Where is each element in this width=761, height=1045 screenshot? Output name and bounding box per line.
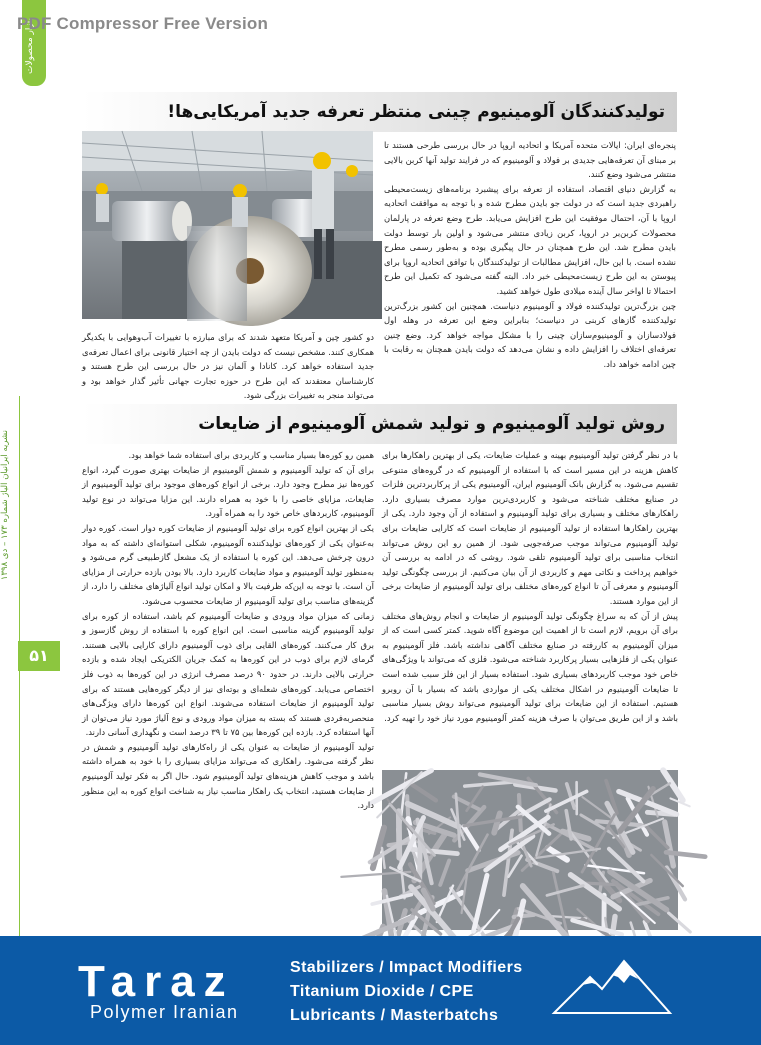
page-number: ۵۱ xyxy=(18,641,60,671)
article2-column-left xyxy=(82,448,374,930)
scrap-photo-graphic xyxy=(382,770,678,930)
section-tab-label: بازار محصولات xyxy=(25,18,35,74)
article2-paragraph: تولید آلومینیوم از ضایعات به عنوان یکی از راه‌کارهای تولید آلومینیوم و شمش در نظر گرفته می‌شود. راهکاری که می‌تواند مزایای بسیاری را با خود به همراه داشته باشد و موجب کاهش هزینه‌های تولید آلومینیوم شود. حال اگر به فکر تولید آلومینیوم از ضایعات هستید، انتخاب یک راهکار مناسب نیاز به شناخت انواع کوره به این منظور دارد. xyxy=(82,741,374,811)
article1-paragraph: پنجره‌ای ایران: ایالات متحده آمریکا و اتحادیه اروپا در حال بررسی طرحی هستند تا بر مبنای آن تعرفه‌هایی جدیدی بر فولاد و آلومینیوم که در فرایند تولید آنها کربن بالایی منتشر می‌شود وضع کنند. xyxy=(384,140,676,180)
ad-product-line: Titanium Dioxide / CPE xyxy=(290,983,474,1000)
section-tab xyxy=(22,0,46,86)
mountain-logo-icon xyxy=(552,955,672,1015)
article2-paragraph: با در نظر گرفتن تولید آلومینیوم بهینه و عملیات ضایعات، یکی از بهترین راهکارها برای کاهش هزینه در این مسیر است که با استفاده از آلومینیوم که در گروه‌های متنوعی تقسیم می‌شود. به گزارش بانک آلومینیوم ایران، آلومینیوم یکی از پرکاربردترین فلزات در صنایع مختلف شناخته می‌شود و کاربردی‌ترین موارد مصرف بسیاری دارد. راهکارهای مختلف و بسیاری برای تولید آلومینیوم و استفاده از آن وجود دارد. یکی از بهترین راهکارها استفاده از تولید آلومینیوم از ضایعات است که کارایی ضایعات برای تولید آلومینیوم می‌تواند موجب صرفه‌جویی شود. از همین رو این روش می‌تواند انتخاب مناسبی برای تولید آلومینیوم تلقی شود. روشی که در ادامه به بررسی آن خواهیم پرداخت و نکاتی مهم و کاربردی از آن بیان می‌کنیم. از بررسی چگونگی تولید آلومینیوم و معرفی آن تا انواع کوره‌های مختلف برای تولید آلومینیوم از ضایعات برخی از این موارد هستند. xyxy=(382,450,678,606)
ad-product-line: Lubricants / Masterbatchs xyxy=(290,1007,499,1024)
scrap-photo xyxy=(382,770,678,930)
factory-photo-graphic xyxy=(82,131,373,319)
article1-column-right xyxy=(384,138,676,369)
article1-column-left xyxy=(82,330,374,401)
article1-paragraph: چین بزرگ‌ترین تولیدکننده فولاد و آلومینیوم دنیاست. همچنین این کشور بزرگ‌ترین تولیدکننده گازهای کربنی در دنیاست؛ بنابراین وضع این تعرفه در وهله اول فولادسازان و آلومینیوم‌سازان چینی را با مشکل مواجه خواهد کرد. وضع چنین تعرفه‌ای اختلاف را افزایش داده و نشان می‌دهد که دولت بایدن همچنان به رقابت با چین ادامه خواهد داد. xyxy=(384,300,676,369)
article2-paragraph: یکی از بهترین انواع کوره برای تولید آلومینیوم از ضایعات کوره دوار است. کوره دوار به‌عنوان یکی از کوره‌های تولیدکننده آلومینیوم، شکلی استوانه‌ای داشته که به مواد درون چرخش می‌دهد. این کوره با استفاده از یک مشعل گازطبیعی گرم می‌شود و به‌منظور تولید آلومینیوم و مواد ضایعات کاربرد دارد. بالا بودن بازده حرارتی از مزایای آن است. با توجه به این‌که ظرفیت بالا و امکان تولید انواع آلیاژهای مختلف را دارد، از گزینه‌های مناسب برای تولید آلومینیوم از ضایعات محسوب می‌شود. xyxy=(82,522,374,606)
article2-paragraph: برای آن که تولید آلومینیوم و شمش آلومینیوم از ضایعات بهتری صورت گیرد، انواع کوره‌ها نیز مطرح وجود دارد. برخی از انواع کوره‌های موجود برای تولید آلومینیوم از ضایعات، مزایای خاصی را با خود به همراه دارند. این مزایا می‌تواند در نوع تولید آلومینیوم، کاربردهای خاص خود را به همراه آورد. xyxy=(82,464,374,519)
article2-column-right xyxy=(382,448,678,766)
ad-brand-subtitle: Polymer Iranian xyxy=(90,1002,239,1022)
article1-paragraph: دو کشور چین و آمریکا متعهد شدند که برای مبارزه با تغییرات آب‌وهوایی با یکدیگر همکاری کنند. مشخص نیست که دولت بایدن از چه اختیار قانونی برای اعمال تعرفه‌ی جدید استفاده خواهد کرد. کانادا و آلمان نیز در حال بررسی این طرح هستند و کارشناسان معتقدند که این طرح در حوزه تجارت جهانی تأثیر گذار خواهد بود و می‌تواند منجر به تغییرات بزرگی شود. xyxy=(82,332,374,401)
side-caption-text: نشریه ایرانیان آلیاژ شماره ۱۷۳ – دی ۱۳۹۸ xyxy=(0,430,10,581)
article2-headline xyxy=(82,404,677,444)
article1-paragraph: به گزارش دنیای اقتصاد، استفاده از تعرفه برای پیشبرد برنامه‌های زیست‌محیطی راهبردی جدید است که در دولت جو بایدن مطرح شده و با توجه به موافقت اتحادیه اروپا با آن، احتمال موفقیت این طرح افزایش می‌یابد. طرح وضع تعرفه در پارلمان محصولات کربن‌بر در اروپا، کربن زیادی منتشر می‌شود و اولین بار توسط دولت بایدن مطرح شد. این طرح همچنان در حال پیگیری بوده و به‌طور رسمی مطرح نشده است. با این حال، افزایش مطالبات از تولیدکنندگان با توافق اتحادیه اروپا برای پیوستن به این طرح زیست‌محیطی خبر داد. البته گفته می‌شود که تکمیل این طرح احتمالا تا اواخر سال آینده میلادی طول خواهد کشید. xyxy=(384,183,676,296)
factory-photo xyxy=(82,131,373,319)
article2-headline-text: روش تولید آلومینیوم و تولید شمش آلومینیوم از ضایعات xyxy=(198,414,665,434)
ad-brand-logo: Taraz xyxy=(78,957,235,1006)
ad-product-line: Stabilizers / Impact Modifiers xyxy=(290,959,523,976)
watermark-text: PDF Compressor Free Version xyxy=(17,14,269,33)
side-caption xyxy=(0,430,18,650)
article1-headline xyxy=(82,92,677,132)
article2-paragraph: زمانی که میزان مواد ورودی و ضایعات آلومینیوم کم باشد، استفاده از کوره برای تولید آلومینیوم گزینه مناسبی است. این انواع کوره با استفاده از روش گازسوز و برق کار می‌کنند. کوره‌های القایی برای ذوب آلومینیوم دارای کارایی بالایی هستند. گرمای لازم برای ذوب در این کوره‌ها به کمک جریان الکتریکی ایجاد شده و بازده حرارتی بالایی دارند. در حدود ۹۰ درصد مصرف انرژی در این کوره‌ها به ذوب فلز اختصاص می‌یابد. کوره‌های شعله‌ای و بوته‌ای نیز از دیگر کوره‌هایی هستند که برای تولید آلومینیوم از ضایعات استفاده می‌شوند. انواع این کوره‌ها دارای ویژگی‌های منحصربه‌فردی هستند که بسته به میزان مواد ورودی و نوع آلیاژ مورد نیاز می‌توان از آنها استفاده کرد. بازده این کوره‌ها بین ۷۵ تا ۳۹ درصد است و نگهداری آسانی دارند. xyxy=(82,610,374,738)
article1-headline-text: تولیدکنندگان آلومینیوم چینی منتظر تعرفه جدید آمریکایی‌ها! xyxy=(167,102,665,122)
article2-paragraph: همین رو کوره‌ها بسیار مناسب و کاربردی برای استفاده شما خواهد بود. xyxy=(128,450,374,460)
article2-paragraph: پیش از آن که به سراغ چگونگی تولید آلومینیوم از ضایعات و انجام روش‌های مختلف برای آن برویم، لازم است تا از اهمیت این موضوع آگاه شوید. کمتر کسی است که از میزان آلومینیوم به کاررفته در صنایع مختلف آگاهی نداشته باشد. فلز آلومینیوم به عنوان یکی از فلزهایی بسیار پرکاربرد شناخته می‌شود. فلزی که می‌تواند با ویژگی‌های خاص خود موجب کاربردهای بسیاری شود. استفاده بسیار از این فلز سبب شده است تا ضایعات آلومینیوم در اشکال مختلف یکی از مواردی باشد که بسیار با آن روبرو هستیم. استفاده از این ضایعات برای تولید آلومینیوم می‌تواند روش بسیار مناسبی باشد و از این طریق می‌توان با صرف هزینه کمتر آلومینیوم مورد نیاز خود را تهیه کرد. xyxy=(382,610,678,723)
